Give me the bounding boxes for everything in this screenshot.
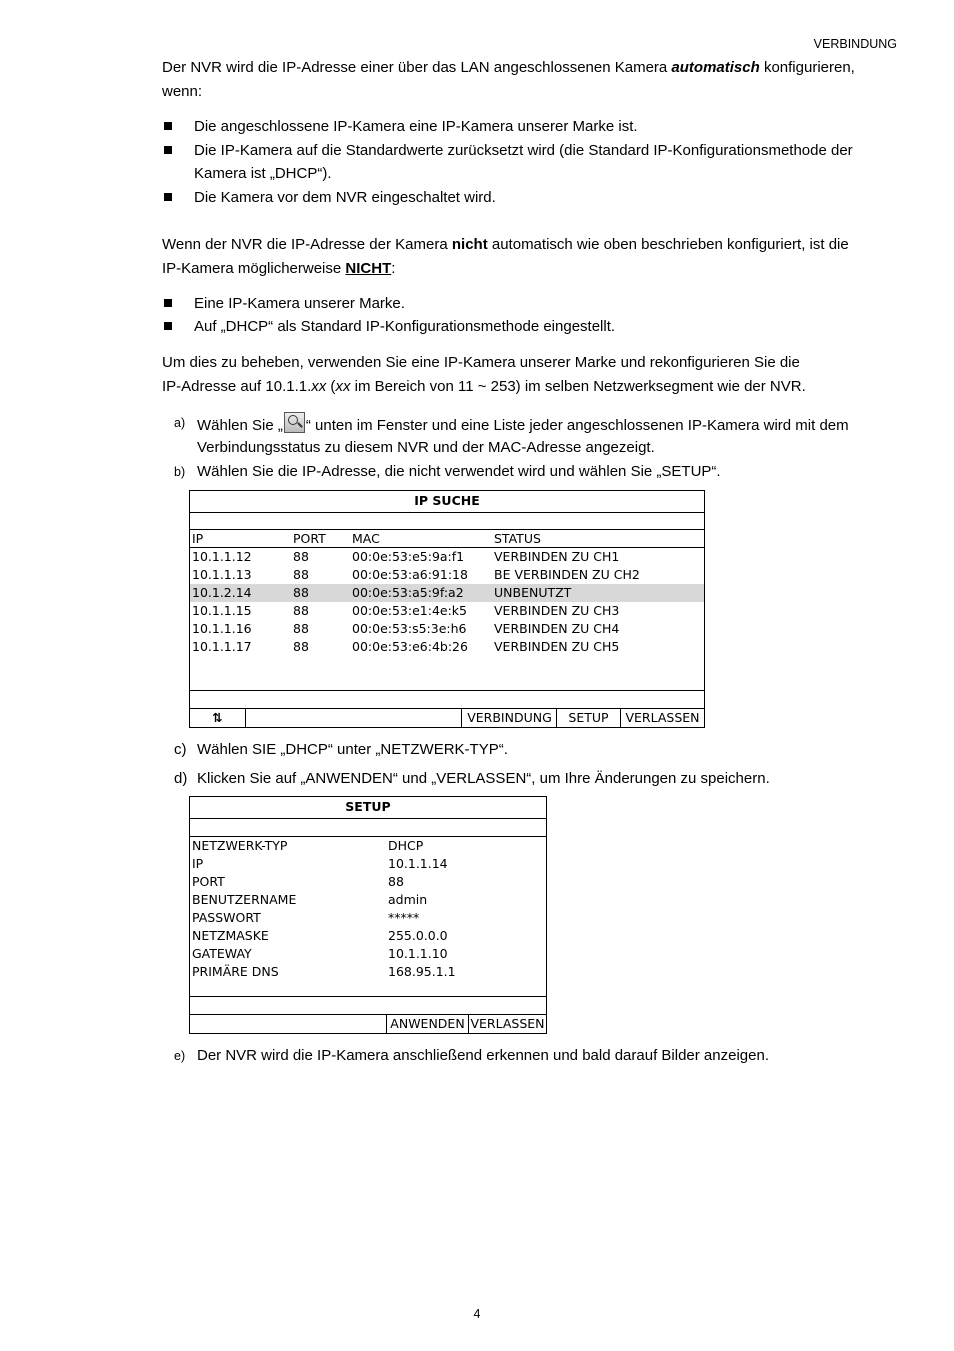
mac-cell: 00:0e:53:e1:4e:k5 [352, 603, 467, 618]
table-row[interactable] [190, 548, 704, 566]
field-value[interactable]: ***** [388, 910, 420, 925]
status-cell: VERBINDEN ZU CH5 [494, 639, 620, 654]
field-label: PORT [192, 874, 225, 889]
setup-fields [190, 837, 546, 981]
table-row[interactable] [190, 584, 704, 602]
condition-paragraph: Wenn der NVR die IP-Adresse der Kamera nicht automatisch wie oben beschrieben konfiguriert, ist die IP-Kamera möglicherweise NICHT: [162, 236, 849, 277]
field-value[interactable]: 10.1.1.10 [388, 946, 448, 961]
setup-field-row[interactable] [190, 855, 546, 873]
table-header: IP PORT MAC STATUS [190, 530, 704, 548]
field-value[interactable]: 255.0.0.0 [388, 928, 448, 943]
verbindung-button[interactable]: VERBINDUNG [461, 708, 558, 728]
step-a: a) Wählen Sie „ “ unten im Fenster und eine Liste jeder angeschlossenen IP-Kamera wird mit dem Verbindungsstatus zu diesem NVR und der MAC-Adresse angezeigt. [174, 412, 894, 459]
field-value[interactable]: 168.95.1.1 [388, 964, 456, 979]
mac-cell: 00:0e:53:s5:3e:h6 [352, 621, 467, 636]
table-row[interactable] [190, 602, 704, 620]
ip-search-dialog [189, 490, 705, 728]
setup-field-row[interactable] [190, 909, 546, 927]
anwenden-button[interactable]: ANWENDEN [386, 1014, 469, 1034]
step-c: c) Wählen SIE „DHCP“ unter „NETZWERK-TYP“. [174, 741, 508, 758]
status-cell: VERBINDEN ZU CH3 [494, 603, 620, 618]
verlassen-button[interactable]: VERLASSEN [620, 708, 705, 728]
table-row[interactable] [190, 638, 704, 656]
setup-field-row[interactable] [190, 963, 546, 981]
port-cell: 88 [293, 639, 309, 654]
field-label: NETZWERK-TYP [192, 838, 288, 853]
ip-cell: 10.1.1.12 [192, 549, 252, 564]
dialog-title: IP SUCHE [190, 491, 704, 513]
intro-text: Der NVR wird die IP-Adresse einer über das LAN angeschlossenen Kamera [162, 59, 672, 76]
refresh-icon: ⇅ [212, 710, 223, 725]
camera-list [190, 548, 704, 656]
ip-cell: 10.1.1.15 [192, 603, 252, 618]
status-cell: UNBENUTZT [494, 585, 572, 600]
section-header: VERBINDUNG [813, 37, 897, 51]
list-item: Die Kamera vor dem NVR eingeschaltet wird. [162, 186, 897, 209]
port-cell: 88 [293, 621, 309, 636]
intro-emphasis: automatisch [671, 59, 760, 76]
status-cell: VERBINDEN ZU CH4 [494, 621, 620, 636]
mac-cell: 00:0e:53:a6:91:18 [352, 567, 468, 582]
list-item: Eine IP-Kamera unserer Marke. [162, 292, 897, 315]
fix-paragraph: Um dies zu beheben, verwenden Sie eine IP-Kamera unserer Marke und rekonfigurieren Sie die IP-Adresse auf 10.1.1.xx (xx im Bereich von 11 ~ 253) im selben Netzwerksegment wie der NVR. [162, 354, 806, 395]
ip-cell: 10.1.1.17 [192, 639, 252, 654]
field-value[interactable]: 10.1.1.14 [388, 856, 448, 871]
verlassen-button[interactable]: VERLASSEN [468, 1014, 547, 1034]
port-cell: 88 [293, 603, 309, 618]
setup-field-row[interactable] [190, 837, 546, 855]
ip-cell: 10.1.2.14 [192, 585, 252, 600]
setup-button[interactable]: SETUP [556, 708, 621, 728]
refresh-button[interactable] [189, 708, 246, 728]
field-label: GATEWAY [192, 946, 252, 961]
intro-paragraph [162, 56, 897, 104]
field-label: PRIMÄRE DNS [192, 964, 279, 979]
setup-field-row[interactable] [190, 891, 546, 909]
bullet-icon [164, 299, 172, 307]
field-value[interactable]: admin [388, 892, 428, 907]
setup-field-row[interactable] [190, 945, 546, 963]
step-d: d) Klicken Sie auf „ANWENDEN“ und „VERLASSEN“, um Ihre Änderungen zu speichern. [174, 770, 770, 787]
field-label: BENUTZERNAME [192, 892, 297, 907]
field-value[interactable]: 88 [388, 874, 404, 889]
search-icon [284, 412, 305, 433]
intro-line2: wenn: [162, 83, 203, 100]
list-item: Auf „DHCP“ als Standard IP-Konfigurationsmethode eingestellt. [162, 315, 897, 338]
page-number: 4 [473, 1307, 481, 1321]
mac-cell: 00:0e:53:a5:9f:a2 [352, 585, 464, 600]
status-cell: VERBINDEN ZU CH1 [494, 549, 620, 564]
step-b: b) Wählen Sie die IP-Adresse, die nicht verwendet wird und wählen Sie „SETUP“. [174, 463, 721, 480]
mac-cell: 00:0e:53:e6:4b:26 [352, 639, 468, 654]
port-cell: 88 [293, 585, 309, 600]
field-label: IP [192, 856, 204, 871]
intro-text-end: konfigurieren, [759, 59, 855, 76]
bullet-icon [164, 322, 172, 330]
ip-cell: 10.1.1.16 [192, 621, 252, 636]
table-row[interactable] [190, 620, 704, 638]
mac-cell: 00:0e:53:e5:9a:f1 [352, 549, 465, 564]
setup-dialog [189, 796, 547, 1034]
field-label: NETZMASKE [192, 928, 269, 943]
step-e: e) Der NVR wird die IP-Kamera anschließend erkennen und bald darauf Bilder anzeigen. [174, 1047, 769, 1064]
setup-field-row[interactable] [190, 927, 546, 945]
dialog-title: SETUP [190, 797, 546, 819]
bullet-icon [164, 122, 172, 130]
table-row[interactable] [190, 566, 704, 584]
setup-field-row[interactable] [190, 873, 546, 891]
list-item: Die IP-Kamera auf die Standardwerte zurücksetzt wird (die Standard IP-Konfigurationsmethode der Kamera ist „DHCP“). [162, 139, 897, 185]
bullet-icon [164, 193, 172, 201]
port-cell: 88 [293, 567, 309, 582]
port-cell: 88 [293, 549, 309, 564]
list-item: Die angeschlossene IP-Kamera eine IP-Kamera unserer Marke ist. [162, 115, 897, 138]
field-label: PASSWORT [192, 910, 261, 925]
field-value[interactable]: DHCP [388, 838, 424, 853]
ip-cell: 10.1.1.13 [192, 567, 252, 582]
status-cell: BE VERBINDEN ZU CH2 [494, 567, 640, 582]
bullet-icon [164, 146, 172, 154]
